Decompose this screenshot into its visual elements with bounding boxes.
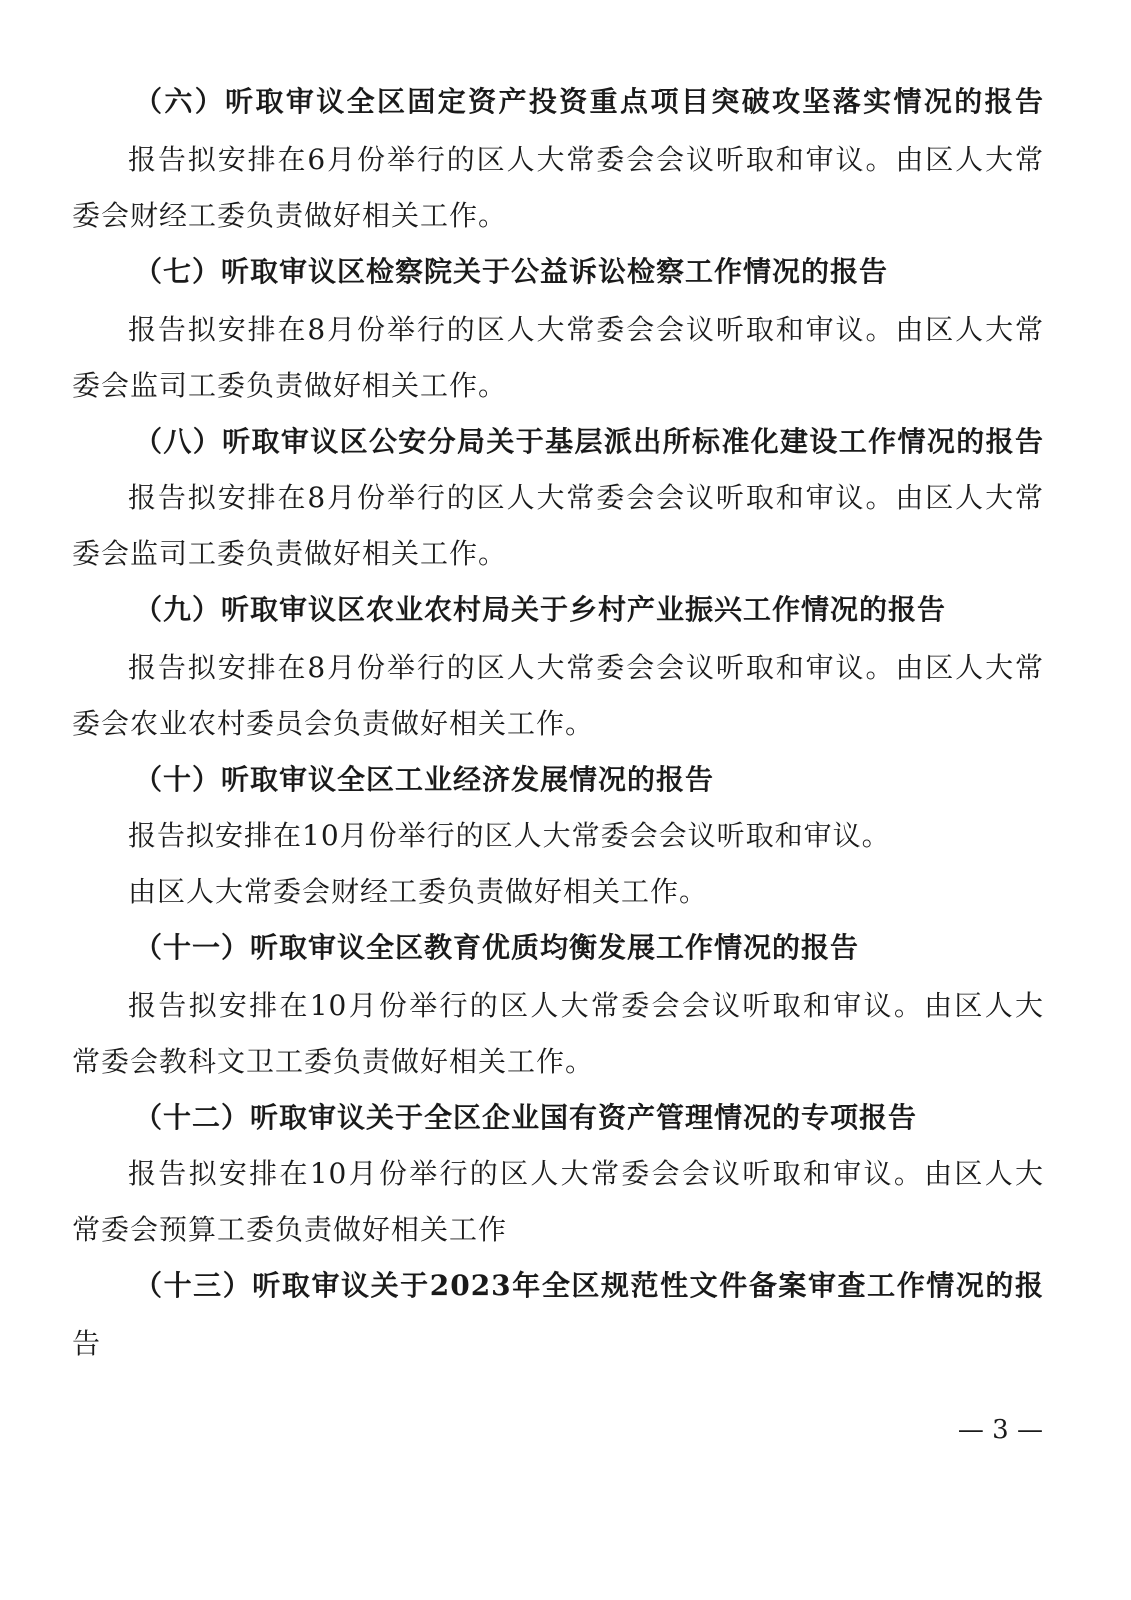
section-heading: （十）听取审议全区工业经济发展情况的报告 bbox=[134, 763, 715, 796]
section-body-line: 常委会预算工委负责做好相关工作 bbox=[72, 1213, 508, 1246]
section-heading: （七）听取审议区检察院关于公益诉讼检察工作情况的报告 bbox=[134, 255, 889, 288]
section-heading: （八）听取审议区公安分局关于基层派出所标准化建设工作情况的报告 bbox=[134, 425, 1044, 458]
page-number: — 3 — bbox=[957, 1415, 1043, 1445]
section-heading: （六）听取审议全区固定资产投资重点项目突破攻坚落实情况的报告 bbox=[134, 85, 1044, 118]
section-body-line: 委会监司工委负责做好相关工作。 bbox=[72, 369, 508, 402]
section-body-line: 报告拟安排在10月份举行的区人大常委会会议听取和审议。由区人大 bbox=[128, 1157, 1044, 1190]
section-body-line: 委会财经工委负责做好相关工作。 bbox=[72, 199, 508, 232]
section-body-line: 报告拟安排在10月份举行的区人大常委会会议听取和审议。 bbox=[128, 819, 891, 852]
section-body-line: 由区人大常委会财经工委负责做好相关工作。 bbox=[128, 875, 709, 908]
section-body-line: 常委会教科文卫工委负责做好相关工作。 bbox=[72, 1045, 595, 1078]
section-body-line: 报告拟安排在8月份举行的区人大常委会会议听取和审议。由区人大常 bbox=[128, 313, 1044, 346]
section-heading: （十三）听取审议关于2023年全区规范性文件备案审查工作情况的报 bbox=[134, 1269, 1044, 1302]
section-body-line: 告 bbox=[72, 1327, 102, 1360]
section-body-line: 报告拟安排在8月份举行的区人大常委会会议听取和审议。由区人大常 bbox=[128, 481, 1044, 514]
section-heading: （十一）听取审议全区教育优质均衡发展工作情况的报告 bbox=[134, 931, 860, 964]
section-heading: （九）听取审议区农业农村局关于乡村产业振兴工作情况的报告 bbox=[134, 593, 947, 626]
section-heading: （十二）听取审议关于全区企业国有资产管理情况的专项报告 bbox=[134, 1101, 918, 1134]
section-body-line: 报告拟安排在8月份举行的区人大常委会会议听取和审议。由区人大常 bbox=[128, 651, 1044, 684]
section-body-line: 委会监司工委负责做好相关工作。 bbox=[72, 537, 508, 570]
section-body-line: 报告拟安排在6月份举行的区人大常委会会议听取和审议。由区人大常 bbox=[128, 143, 1044, 176]
section-body-line: 报告拟安排在10月份举行的区人大常委会会议听取和审议。由区人大 bbox=[128, 989, 1044, 1022]
section-body-line: 委会农业农村委员会负责做好相关工作。 bbox=[72, 707, 595, 740]
